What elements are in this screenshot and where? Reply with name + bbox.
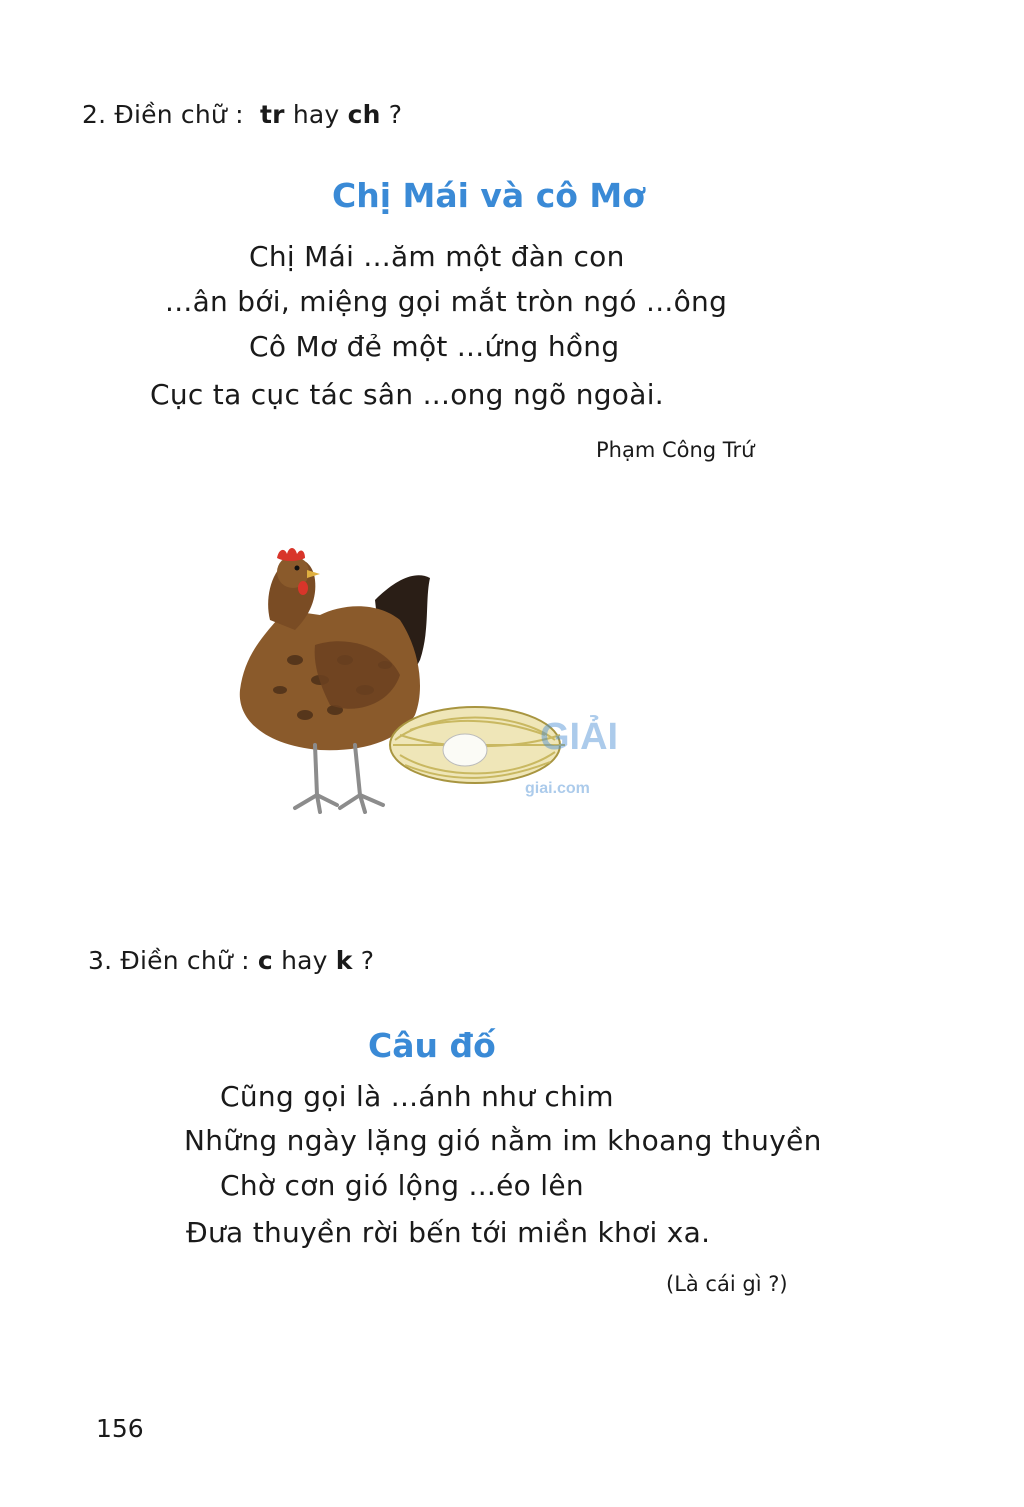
riddle-line-1: Cũng gọi là ...ánh như chim [220, 1080, 614, 1113]
option-c: c [257, 946, 273, 975]
question-mark: ? [388, 100, 403, 129]
option-tr: tr [260, 100, 285, 129]
hen-legs [295, 745, 383, 812]
exercise-3-heading [88, 946, 374, 975]
watermark-sub: giai.com [525, 780, 590, 797]
option-conj: hay [292, 100, 340, 129]
option-ch: ch [347, 100, 381, 129]
poem-line-3: Cô Mơ đẻ một ...ứng hồng [249, 330, 620, 363]
hen-eye [295, 566, 300, 571]
exercise-prompt: Điền chữ : [120, 946, 250, 975]
hen-wattle [298, 581, 308, 595]
riddle-line-2: Những ngày lặng gió nằm im khoang thuyền [184, 1124, 822, 1157]
poem-title: Chị Mái và cô Mơ [332, 176, 645, 215]
poem-line-1: Chị Mái ...ăm một đàn con [249, 240, 625, 273]
poem-line-2: ...ân bới, miệng gọi mắt tròn ngó ...ông [165, 285, 728, 318]
egg [443, 734, 487, 766]
riddle-line-3: Chờ cơn gió lộng ...éo lên [220, 1169, 584, 1202]
option-k: k [335, 946, 353, 975]
page-number: 156 [96, 1414, 144, 1443]
option-conj: hay [281, 946, 328, 975]
exercise-number: 2. [82, 100, 107, 129]
riddle-title: Câu đố [368, 1026, 496, 1065]
question-mark: ? [360, 946, 375, 975]
hen-comb [277, 548, 305, 561]
poem-author: Phạm Công Trứ [596, 438, 755, 462]
watermark-main: GIẢI [540, 716, 619, 758]
exercise-prompt: Điền chữ : [114, 100, 244, 129]
hen-illustration [225, 540, 625, 840]
exercise-number: 3. [88, 946, 113, 975]
riddle-answer-hint: (Là cái gì ?) [666, 1272, 788, 1296]
riddle-line-4: Đưa thuyền rời bến tới miền khơi xa. [186, 1216, 711, 1249]
exercise-2-heading [82, 100, 402, 129]
poem-line-4: Cục ta cục tác sân ...ong ngõ ngoài. [150, 378, 664, 411]
